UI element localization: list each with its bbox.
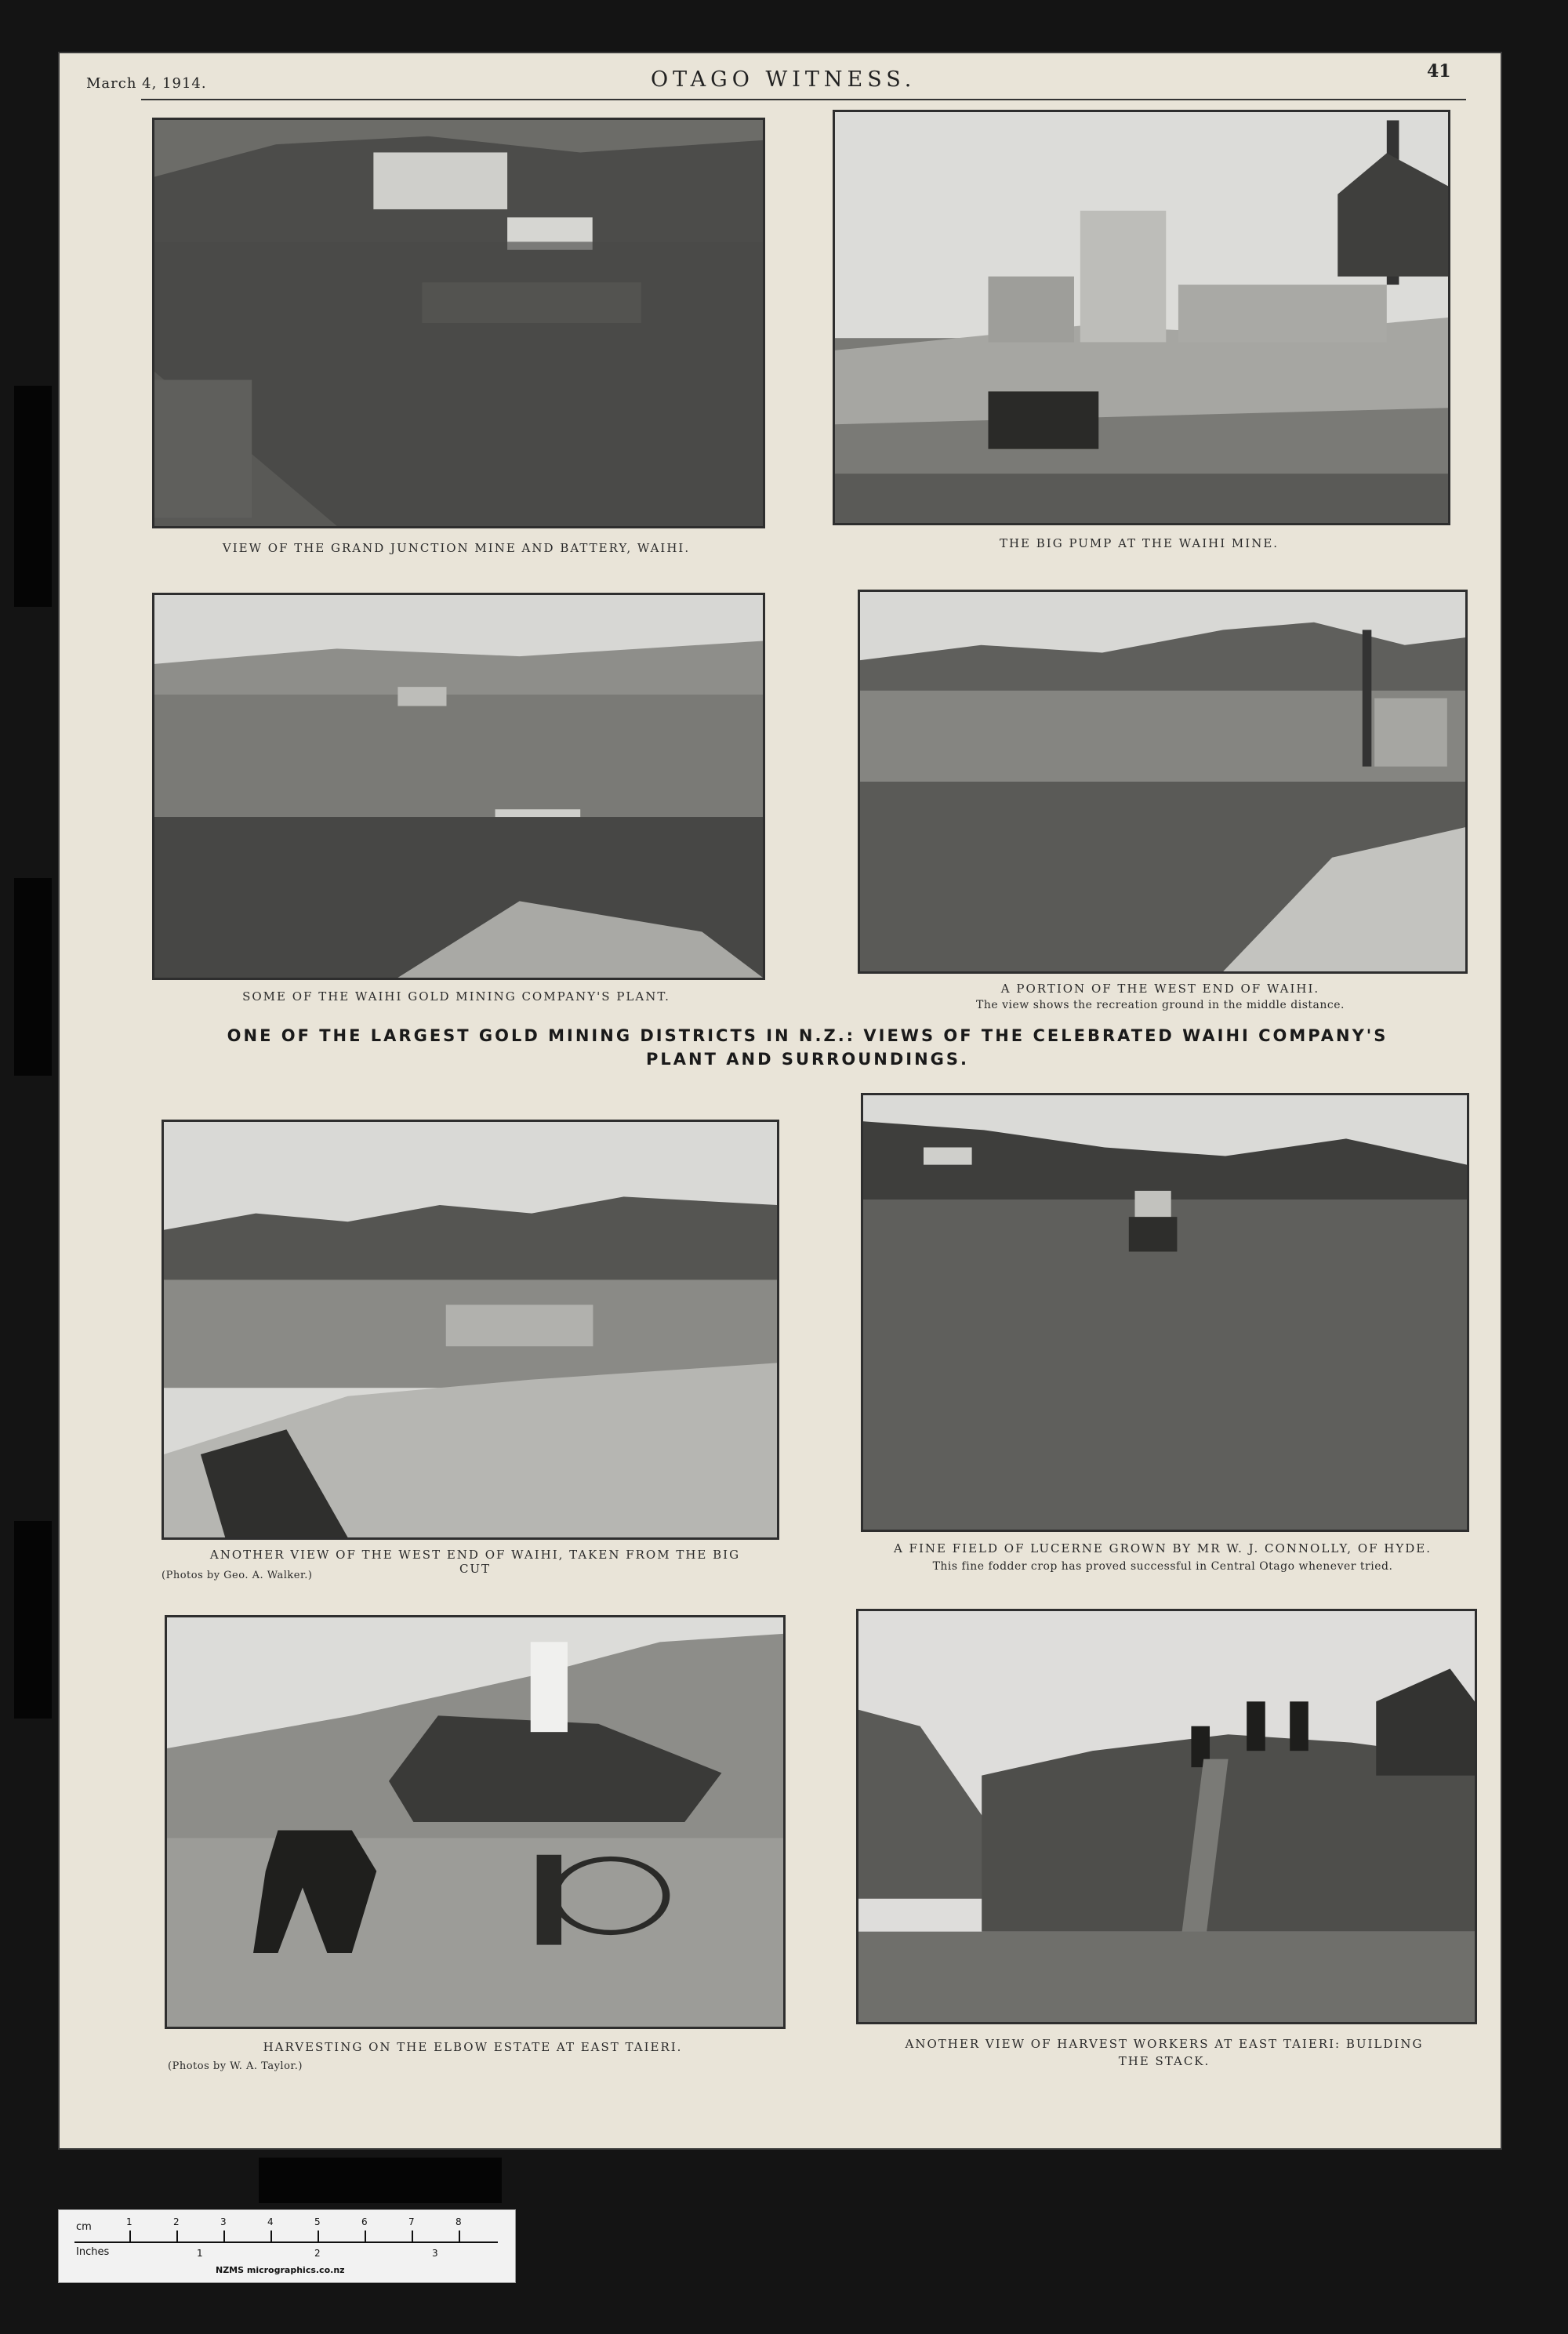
scale-cm-tick-label: 1 — [126, 2216, 132, 2227]
scale-tick — [129, 2231, 131, 2243]
scale-cm-label: cm — [76, 2221, 92, 2233]
scale-cm-tick-label: 5 — [314, 2216, 321, 2227]
left-archive-mark-middle — [14, 878, 52, 1076]
issue-date: March 4, 1914. — [86, 75, 207, 92]
left-archive-mark-top — [14, 386, 52, 607]
caption-lucerne-field: A FINE FIELD OF LUCERNE GROWN BY MR W. J. CONNOLLY, OF HYDE. — [893, 1541, 1432, 1555]
measurement-scale — [58, 2209, 516, 2283]
newspaper-title: OTAGO WITNESS. — [651, 67, 916, 92]
scale-tick — [176, 2231, 178, 2243]
caption-west-end-waihi: A PORTION OF THE WEST END OF WAIHI. — [1000, 982, 1320, 996]
left-archive-mark-bottom — [14, 1521, 52, 1719]
scale-tick — [270, 2231, 272, 2243]
caption-west-end-big-cut: ANOTHER VIEW OF THE WEST END OF WAIHI, TAKEN FROM THE BIG CUT — [209, 1548, 741, 1576]
photo-big-pump — [833, 110, 1450, 525]
scale-tick — [223, 2231, 225, 2243]
photo-harvesting-elbow-estate — [165, 1615, 786, 2029]
caption-big-pump: THE BIG PUMP AT THE WAIHI MINE. — [999, 536, 1279, 550]
subcaption-lucerne-field: This fine fodder crop has proved successful in Central Otago whenever tried. — [932, 1560, 1393, 1573]
credit-taylor: (Photos by W. A. Taylor.) — [168, 2060, 303, 2072]
subcaption-west-end-waihi: The view shows the recreation ground in the middle distance. — [976, 999, 1345, 1011]
scale-tick — [412, 2231, 413, 2243]
scale-cm-tick-label: 3 — [220, 2216, 227, 2227]
archive-black-strip — [259, 2158, 502, 2203]
scale-cm-tick-label: 7 — [408, 2216, 415, 2227]
scale-tick — [318, 2231, 319, 2243]
header-rule — [141, 99, 1466, 100]
caption-harvesting-elbow-estate: HARVESTING ON THE ELBOW ESTATE AT EAST TAIERI. — [263, 2040, 683, 2054]
page-number: 41 — [1427, 61, 1451, 82]
scale-cm-tick-label: 4 — [267, 2216, 274, 2227]
scale-inch-tick-label: 1 — [197, 2248, 203, 2259]
caption-waihi-plant: SOME OF THE WAIHI GOLD MINING COMPANY'S PLANT. — [242, 989, 670, 1004]
scale-line — [74, 2241, 498, 2243]
photo-west-end-waihi — [858, 590, 1468, 974]
scale-tick — [365, 2231, 366, 2243]
scale-brand-text: NZMS micrographics.co.nz — [216, 2265, 345, 2275]
scale-tick — [459, 2231, 460, 2243]
photo-waihi-plant — [152, 593, 765, 980]
scale-inch-tick-label: 2 — [314, 2248, 321, 2259]
scale-inches-label: Inches — [76, 2246, 110, 2258]
scale-cm-tick-label: 8 — [456, 2216, 462, 2227]
photo-west-end-big-cut — [162, 1120, 779, 1540]
scale-cm-tick-label: 2 — [173, 2216, 180, 2227]
photo-grand-junction-mine — [152, 118, 765, 528]
photo-building-the-stack — [856, 1609, 1477, 2024]
scale-inch-tick-label: 3 — [432, 2248, 438, 2259]
photo-lucerne-field — [861, 1093, 1469, 1532]
caption-building-the-stack: ANOTHER VIEW OF HARVEST WORKERS AT EAST TAIERI: BUILDING THE STACK. — [905, 2037, 1424, 2068]
caption-grand-junction-mine: VIEW OF THE GRAND JUNCTION MINE AND BATTERY, WAIHI. — [222, 541, 691, 555]
credit-walker: (Photos by Geo. A. Walker.) — [162, 1570, 313, 1581]
scale-cm-tick-label: 6 — [361, 2216, 368, 2227]
page-headline: ONE OF THE LARGEST GOLD MINING DISTRICTS IN N.Z.: VIEWS OF THE CELEBRATED WAIHI COMPANY'S PLANT AND SURROUNDINGS. — [227, 1026, 1388, 1069]
